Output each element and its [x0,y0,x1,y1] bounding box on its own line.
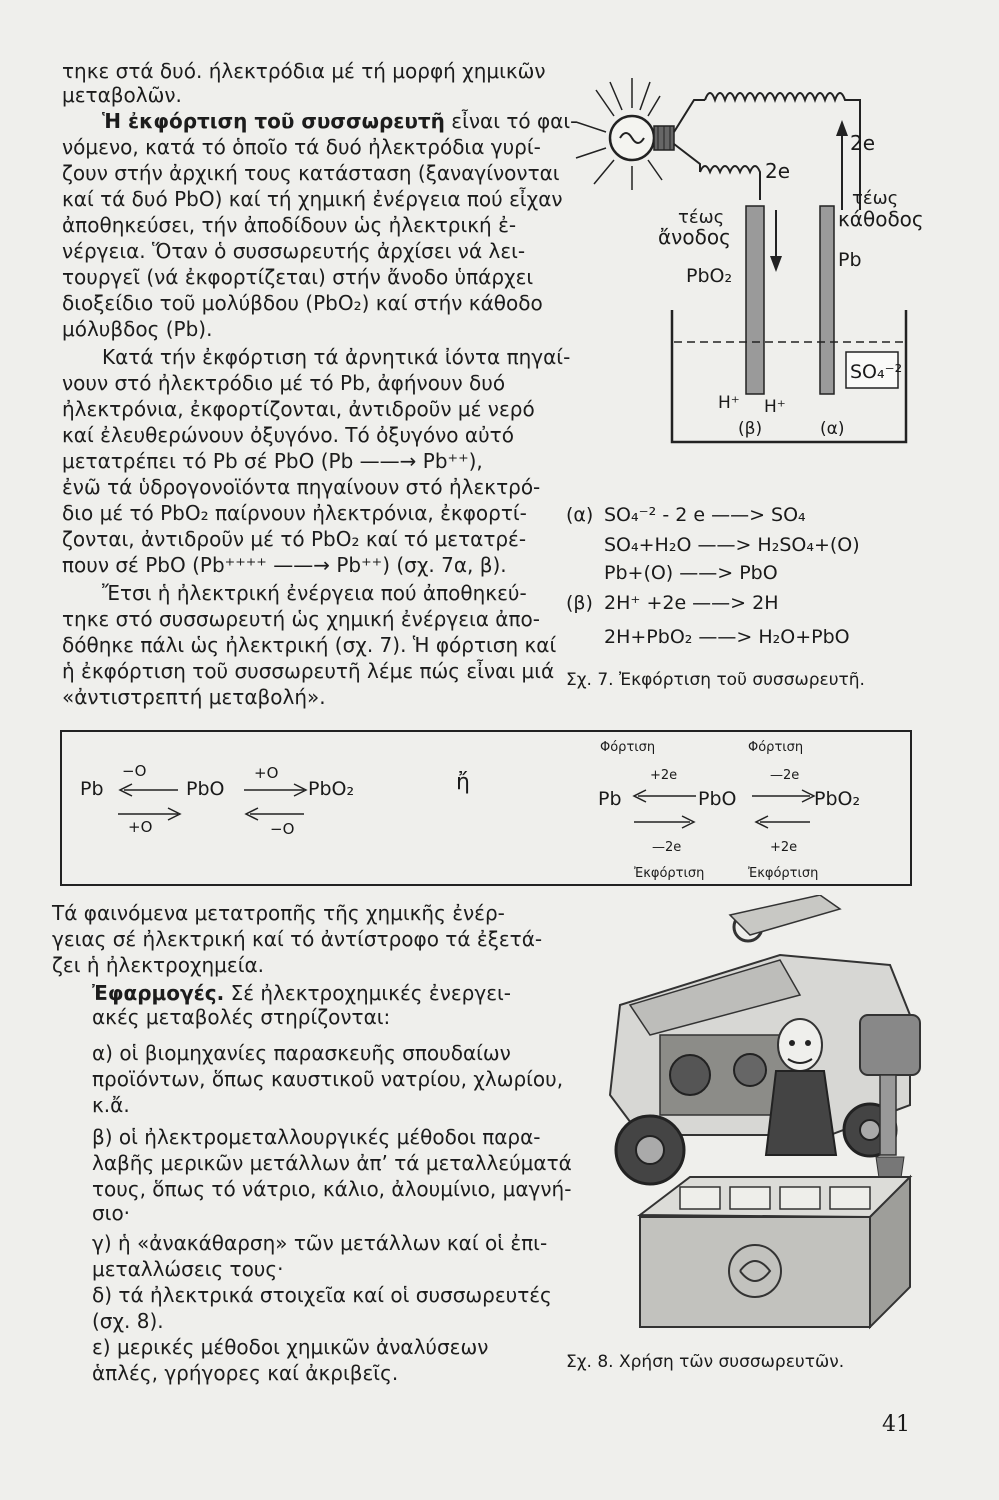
pb-label: Pb [80,778,104,800]
car-battery-illustration [640,1177,910,1327]
text-line: τηκε στό συσσωρευτή ὡς χημική ἐνέργεια ἀπο- [62,607,540,631]
text-line: ακές μεταβολές στηρίζονται: [92,1005,391,1029]
reaction-arrows-right [624,786,820,836]
reaction-arrows-left [110,780,310,830]
equation: Pb+(O) ——> PbO [604,562,778,584]
charge-label: Φόρτιση [748,740,804,755]
text-line: ζουν στήν ἀρχική τους κατάσταση (ξαναγίνονται [62,161,560,185]
electron-label: +2e [650,768,678,783]
light-bulb-icon [576,78,674,190]
anode-label: τέως [678,207,725,228]
list-item: α) οἱ βιομηχανίες παρασκευῆς σπουδαίων [92,1041,511,1065]
list-item: ἁπλές, γρήγορες καί ἀκριβεῖς. [92,1361,399,1385]
text-line: ἡ ἐκφόρτιση τοῦ συσσωρευτῆ λέμε πώς εἶναι μιά [62,659,555,683]
anode-label: ἄνοδος [658,225,731,249]
alpha-label: (α) [820,419,845,439]
equation: SO₄⁻² - 2 e ——> SO₄ [604,504,806,526]
pbo2-label: PbO₂ [308,778,355,800]
oxygen-label: −O [122,762,147,780]
text-line: τουργεῖ (νά ἐκφορτίζεται) στήν ἄνοδο ὑπάρχει [62,265,534,289]
text-line: εἶναι τό φαι- [451,109,578,133]
motorcycle-illustration [730,895,840,941]
equation: 2H⁺ +2e ——> 2H [604,592,779,614]
text-line: διοξείδιο τοῦ μολύβδου (PbO₂) καί στήν κάθοδο [62,291,543,315]
electron-label: +2e [770,840,798,855]
text-line: Τά φαινόμενα μετατροπῆς τῆς χημικῆς ἐνέρ- [52,901,505,925]
figure-8-caption: Σχ. 8. Χρήση τῶν συσσωρευτῶν. [566,1352,845,1372]
text-line: διο μέ τό PbO₂ παίρνουν ἠλεκτρόνια, ἐκφορτί- [62,501,527,525]
electron-label: 2e [765,159,791,183]
cathode-electrode [820,206,834,394]
electron-label: 2e [850,131,876,155]
oxygen-label: +O [128,818,153,836]
text-line: νόμενο, κατά τό ὁποῖο τά δυό ἠλεκτρόδια γυρί- [62,135,541,159]
discharge-heading: Ἡ ἐκφόρτιση τοῦ συσσωρευτῆ [102,109,445,133]
pb-label: Pb [838,249,862,271]
text-line: νουν στό ἠλεκτρόδιο μέ τό Pb, ἀφήνουν δυό [62,371,506,395]
sulfate-ion-label: SO₄⁻² [850,361,903,383]
text-line: ἠλεκτρόνια, ἐκφορτίζονται, ἀντιδροῦν μέ νερό [62,397,535,421]
text-line: μόλυβδος (Pb). [62,317,213,341]
text-line: τηκε στά δυό. ήλεκτρόδια μέ τή μορφή χημικῶν [62,59,546,83]
list-item: (σχ. 8). [92,1309,164,1333]
list-item: σιο· [92,1201,131,1225]
text-line: καί ἐλευθερώνουν ὀξυγόνο. Τό ὀξυγόνο αὐτό [62,423,514,447]
battery-usage-illustration [580,895,990,1345]
text-line: «ἀντιστρεπτή μεταβολή». [62,685,326,709]
list-item: δ) τά ἠλεκτρικά στοιχεῖα καί οἱ συσσωρευτές [92,1283,552,1307]
figure-7-caption: Σχ. 7. Ἐκφόρτιση τοῦ συσσωρευτῆ. [566,670,865,690]
oxygen-label: +O [254,764,279,782]
text-line: ζονται, ἀντιδροῦν μέ τό PbO₂ καί τό μετατρέ- [62,527,527,551]
text-line: μεταβολῶν. [62,83,182,107]
electron-label: —2e [652,840,682,855]
text-line: γειας σέ ἠλεκτρική καί τό ἀντίστροφο τά ἐξετά- [52,927,543,951]
pb-label: Pb [598,788,622,810]
battery-discharge-diagram [570,60,990,455]
electrochemistry-line: ζει ἡ ἠλεκτροχημεία. [52,953,265,977]
charge-label: Φόρτιση [600,740,656,755]
page-number: 41 [882,1412,910,1437]
pbo-label: PbO [698,788,737,810]
wire-coil [674,93,860,210]
pbo2-label: PbO₂ [814,788,861,810]
or-label: ἤ [456,770,470,795]
text-line: μετατρέπει τό Pb σέ PbO (Pb ——→ Pb⁺⁺), [62,449,483,473]
text-line: νέργεια. Ὅταν ὁ συσσωρευτής ἀρχίσει νά λει- [62,239,526,263]
electron-flow-arrow [770,120,848,272]
text-line: Κατά τήν ἐκφόρτιση τά ἀρνητικά ἰόντα πηγαί- [102,345,571,369]
equation-tag: (β) [566,592,593,614]
list-item: ε) μερικές μέθοδοι χημικῶν ἀναλύσεων [92,1335,489,1359]
text-line: Ἔτσι ἡ ἠλεκτρική ἐνέργεια πού ἀποθηκεύ- [102,581,527,605]
list-item: τους, ὅπως τό νάτριο, κάλιο, ἀλουμίνιο, μαγνή- [92,1177,572,1201]
cathode-label: κάθοδος [838,207,924,231]
text-line: πουν σέ PbO (Pb⁺⁺⁺⁺ ——→ Pb⁺⁺) (σχ. 7α, β). [62,553,507,577]
equation-tag: (α) [566,504,594,526]
beta-label: (β) [738,419,763,439]
equation: 2H+PbO₂ ——> H₂O+PbO [604,626,850,648]
list-item: προϊόντων, ὅπως καυστικοῦ νατρίου, χλωρίου, [92,1067,564,1091]
list-item: λαβῆς μερικῶν μετάλλων ἀπ’ τά μεταλλεύματά [92,1151,572,1175]
list-item: γ) ἡ «ἀνακάθαρση» τῶν μετάλλων καί οἱ ἐπι- [92,1231,548,1255]
discharge-label: Ἐκφόρτιση [748,866,819,881]
electron-label: —2e [770,768,800,783]
anode-electrode [746,206,764,394]
cathode-label: τέως [852,188,899,209]
text-line: δόθηκε πάλι ὡς ἠλεκτρική (σχ. 7). Ἡ φόρτιση καί [62,633,557,657]
equation: SO₄+H₂O ——> H₂SO₄+(O) [604,534,860,556]
text-line: Σέ ἠλεκτροχημικές ἐνεργει- [230,981,511,1005]
text-line: καί τά δυό PbO) καί τή χημική ἐνέργεια πού εἶχαν [62,187,563,211]
text-line: ἐνῶ τά ὑδρογονοϊόντα πηγαίνουν στό ἠλεκτρό- [62,475,541,499]
applications-heading: Ἐφαρμογές. [92,981,225,1005]
pbo2-label: PbO₂ [686,265,733,287]
pbo-label: PbO [186,778,225,800]
hydrogen-ion-label: H⁺ [764,397,786,417]
text-line: ἀποθηκεύσει, τήν ἀποδίδουν ὡς ἠλεκτρική ἐ- [62,213,517,237]
list-item: κ.ἄ. [92,1093,130,1117]
discharge-label: Ἐκφόρτιση [634,866,705,881]
oxygen-label: −O [270,820,295,838]
hydrogen-ion-label: H⁺ [718,393,740,413]
list-item: μεταλλώσεις τους· [92,1257,284,1281]
list-item: β) οἱ ἠλεκτρομεταλλουργικές μέθοδοι παρα- [92,1125,541,1149]
